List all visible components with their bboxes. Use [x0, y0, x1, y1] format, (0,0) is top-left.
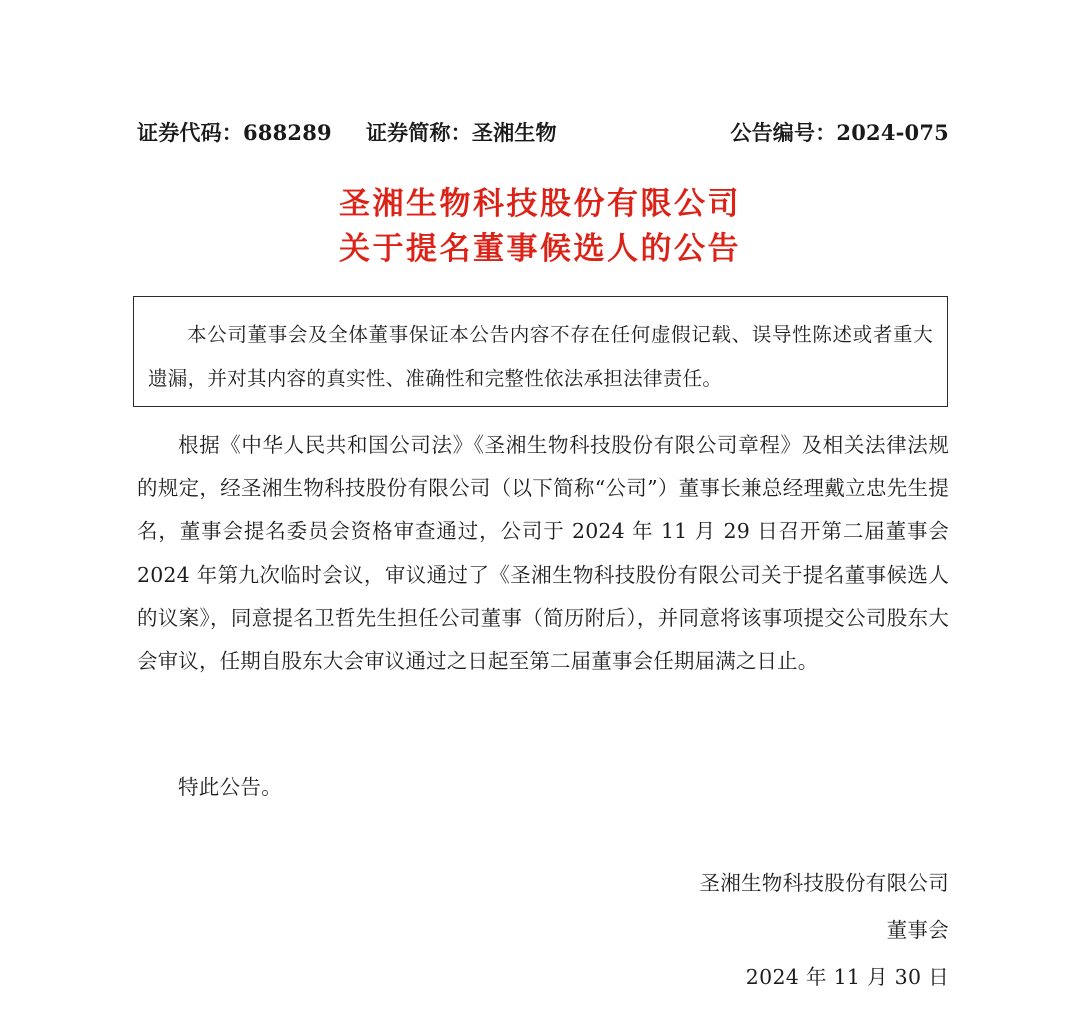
security-abbreviation: [366, 117, 557, 147]
signature-date: 2024 年 11 月 30 日: [745, 965, 949, 989]
announcement-number-value: 2024-075: [836, 120, 949, 145]
announcement-number-label: 公告编号：: [730, 120, 837, 145]
body-paragraph: 根据《中华人民共和国公司法》《圣湘生物科技股份有限公司章程》及相关法律法规的规定，经圣湘生物科技股份有限公司（以下简称“公司”）董事长兼总经理戴立忠先生提名，董事会提名委员会资格审查通过，公司于 2024 年 11 月 29 日召开第二届董事会 2024 年第九次临时会议，审议通过了《圣湘生物科技股份有限公司关于提名董事候选人的议案》，同意提名卫哲先生担任公司董事（简历附后），并同意将该事项提交公司股东大会审议，任期自股东大会审议通过之日起至第二届董事会任期届满之日止。: [137, 433, 949, 674]
disclaimer-text: 本公司董事会及全体董事保证本公告内容不存在任何虚假记载、误导性陈述或者重大遗漏，并对其内容的真实性、准确性和完整性依法承担法律责任。: [148, 323, 933, 390]
security-code-label: 证券代码：: [137, 120, 243, 145]
security-abbr-label: 证券简称：: [365, 120, 472, 145]
title-line-subject: 关于提名董事候选人的公告: [339, 231, 741, 267]
closing-note: 特此公告。: [178, 775, 282, 799]
announcement-number: [730, 117, 949, 147]
signature-company: 圣湘生物科技股份有限公司: [699, 871, 949, 895]
document-header: [137, 117, 949, 147]
page-title: [0, 182, 1080, 272]
signature-block: [699, 860, 949, 1001]
title-line-company: 圣湘生物科技股份有限公司: [339, 186, 741, 222]
security-code-value: 688289: [243, 120, 332, 145]
security-code: [137, 117, 332, 147]
security-abbr-value: 圣湘生物: [471, 120, 557, 145]
disclaimer-box: [133, 296, 948, 407]
signature-issuer: 董事会: [886, 918, 949, 942]
